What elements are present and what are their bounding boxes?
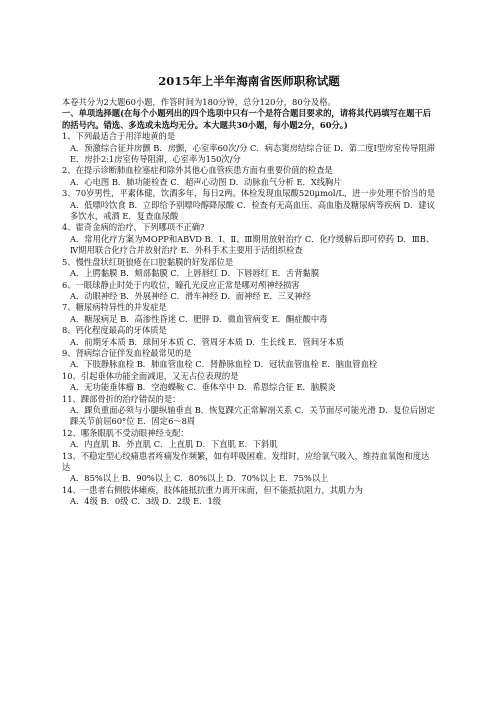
document-title: 2015年上半年海南省医师职称试题: [158, 74, 340, 88]
question-stem: 9、肾病综合征伴发血栓最常见的是: [62, 347, 192, 358]
answer-options: A．踝负重面必须与小腿纵轴垂直 B．恢复踝穴正常解剖关系 C．关节面尽可能光滑 D．复位后固定踝关节前屈60°位 E．固定6～8周: [70, 404, 435, 427]
question-stem: 10、引起垂体功能全面减退，又无占位表现的是: [62, 370, 239, 381]
exam-intro: 本卷共分为2大题60小题，作答时间为180分钟，总分120分，80分及格。: [62, 97, 336, 107]
question-list: [62, 131, 436, 507]
question-stem: 14、一患者右侧肢体瘫痪，肢体能抵抗重力离开床面，但不能抵抗阻力，其肌力为: [62, 484, 363, 495]
question-stem: 12、哪条眼肌不受动眼神经支配：: [62, 427, 189, 438]
answer-options: A．前期牙本质 B．球间牙本质 C．管周牙本质 D．生长线 E．管间牙本质: [70, 336, 345, 347]
answer-options: A．低嘌呤饮食 B．立即给予别嘌呤醇降尿酸 C．检查有无高血压、高血脂及糖尿病等疾病 D．建议多饮水，戒酒 E．复查血尿酸: [70, 199, 435, 222]
answer-options: A．85%以上 B．90%以上 C．80%以上 D．70%以上 E．75%以上: [70, 473, 329, 484]
answer-options: A．4级 B．0级 C．3级 D．2级 E．1级: [70, 496, 222, 507]
answer-options: A．心电图 B．肺功能检查 C．超声心动图 D．动脉血气分析 E．X线胸片: [70, 176, 342, 187]
answer-options: A．无功能垂体瘤 B．空泡蝶鞍 C．垂体卒中 D．希恩综合征 E．脑膜炎: [70, 382, 336, 393]
answer-options: A．常用化疗方案为MOPP和ABVD B．Ⅰ、Ⅱ、Ⅲ期用放射治疗 C．化疗缓解后即可停药 D．ⅢB、Ⅳ期用联合化疗合并放射治疗 E．外科手术主要用于活组织检查: [70, 233, 435, 256]
question-stem: 1、下列最适合于用洋地黄的是: [62, 131, 176, 142]
answer-options: A．动眼神经 B．外展神经 C．滑车神经 D．面神经 E．三叉神经: [70, 290, 311, 301]
answer-options: A．糖尿病足 B．高渗性昏迷 C．肥胖 D．微血管病变 E．酮症酸中毒: [70, 313, 328, 324]
question-stem: 7、糖尿病特异性的并发症是: [62, 302, 167, 313]
question-stem: 3、70岁男性，平素体健，饮酒多年，每日2两。体检发现血尿酸520μmol/L，进一步处理不恰当的是: [62, 188, 436, 199]
document-page: [62, 74, 436, 508]
question-stem: 11、踝部骨折的治疗错误的是：: [62, 393, 181, 404]
answer-options: A．下肢静脉血栓 B．肺血管血栓 C．肾静脉血栓 D．冠状血管血栓 E．脑血管血栓: [70, 359, 378, 370]
question-stem: 6、一眼球静止时处于内收位，瞳孔光反应正常是哪对颅神经损害: [62, 279, 300, 290]
answer-options: A．上腭黏膜 B．颊部黏膜 C．上唇唇红 D．下唇唇红 E．舌背黏膜: [70, 268, 320, 279]
question-stem: 4、霍奇金病的治疗，下列哪项不正确?: [62, 222, 205, 233]
question-stem: 2、在提示诊断肺血栓塞症和除外其他心血管疾患方面有重要价值的检查是: [62, 165, 333, 176]
answer-options: A．内直肌 B．外直肌 C．上直肌 D．下直肌 E．下斜肌: [70, 439, 278, 450]
question-stem: 13、不稳定型心绞痛患者疼痛发作频繁，如有呼吸困难、发绀时，应给氧气吸入，维持血氧饱和度达达: [62, 450, 430, 472]
section-heading: 一、单项选择题(在每个小题列出的四个选项中只有一个是符合题目要求的，请将其代码填写在题干后的括号内。错选、多选或未选均无分。本大题共30小题，每小题2分，60分。): [62, 108, 431, 130]
question-stem: 5、慢性盘状红斑狼疮在口腔黏膜的好发部位是: [62, 256, 234, 267]
answer-options: A．预激综合征并房颤 B．房颤，心室率60次/分 C．病态窦房结综合征 D．第二度Ⅰ型房室传导阻滞 E．房扑2:1房室传导阻滞，心室率为150次/分: [70, 142, 435, 165]
question-stem: 8、钙化程度最高的牙体质是: [62, 325, 167, 336]
